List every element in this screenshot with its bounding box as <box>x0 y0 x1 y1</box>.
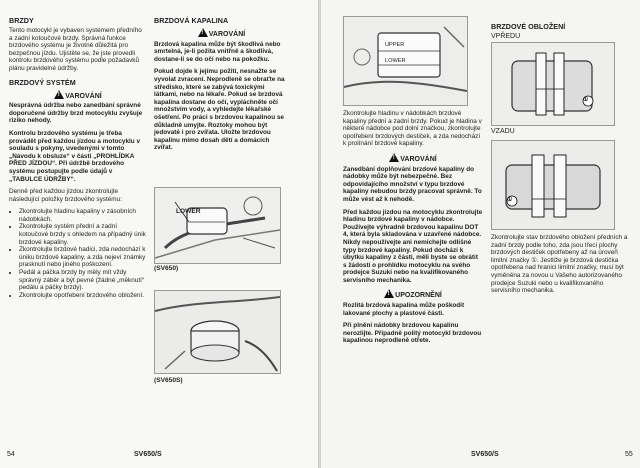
list-item: • Zkontrolujte brzdové hadici, zda nedochází k úniku brzdové kapaliny, a zda nejeví známky prasknutí nebo jiného poškození. <box>19 246 147 269</box>
right-column-1 <box>343 110 483 350</box>
left-page <box>0 0 318 468</box>
figure-caption-sv650s: (SV650S) <box>154 377 183 384</box>
section-title-brake-pads: BRZDOVÉ OBLOŽENÍ <box>491 22 566 31</box>
caution-text: Při plnění nádobky brzdovou kapalinu nerozlijte. Případně politý motocykl brzdovou kapalinou neprodleně otřete. <box>343 322 482 345</box>
warning-text: Před každou jízdou na motocyklu zkontrolujte hladinu brzdové kapaliny v nádobce. Používejte výhradně brzdovou kapalinu DOT 4, která byla skladována v uzavřené nádobce. Nikdy nepoužívejte ani nemíchejte odlišné typy brzdové kapaliny. Pokud dochází k úbytku kapaliny z části, měli byste se obrátit s žádostí o prohlídku motocyklu na svého prodejce Suzuki nebo na kvalifikovaného servisního mechanika. <box>343 208 483 284</box>
warning-text: Brzdová kapalina může být škodlivá nebo smrtelná, je-li požita vnitřně a škodlivá, dostane-li se do očí nebo na pokožku. <box>154 40 281 63</box>
caution-heading: !UPOZORNĚNÍ <box>343 289 483 300</box>
brake-pads-text-wrap <box>491 234 631 300</box>
rear-pads-illustration <box>492 141 614 229</box>
label-front: VPŘEDU <box>491 33 521 40</box>
figure-front-reservoir-sv650s <box>154 290 281 374</box>
front-reservoir-s-illustration <box>155 291 280 373</box>
warning-triangle-icon <box>389 153 399 162</box>
checklist-intro: Denně před každou jízdou zkontrolujte následující položky brzdového systému: <box>9 188 122 203</box>
caution-triangle-icon <box>384 289 394 298</box>
warning-triangle-icon <box>54 90 64 99</box>
page-number-right: 55 <box>625 451 633 458</box>
warning-text: Nesprávná údržba nebo zanedbání správné doporučené údržby brzd motocyklu zvyšuje riziko nehody. <box>9 102 143 125</box>
warning-heading: !VAROVÁNÍ <box>343 153 483 164</box>
label-rear-wrap <box>491 128 631 136</box>
list-item: • Zkontrolujte hladinu kapaliny v zásobních nádobkách. <box>19 208 147 223</box>
warning-heading: !VAROVÁNÍ <box>154 28 289 39</box>
figure-lower-label: LOWER <box>176 208 201 215</box>
brake-checklist <box>9 208 147 299</box>
figure-rear-brake-pads <box>491 140 615 230</box>
right-page <box>321 0 640 468</box>
figure-front-reservoir-sv650 <box>154 187 281 264</box>
warning-triangle-icon <box>198 28 208 37</box>
section-subtitle-brake-system: BRZDOVÝ SYSTÉM <box>9 77 76 87</box>
warning-text: Zanedbání doplňování brzdové kapaliny do nádobky může být nebezpečné. Bez odpovídajícího množství v typu brzdové kapaliny nebudou brzdy pracovat správně. To může vést až k nehodě. <box>343 165 482 203</box>
lower-level-label: LOWER <box>385 58 406 64</box>
section-title-brakes: BRZDY <box>9 16 34 25</box>
warning-text: Kontrolu brzdového systému je třeba provádět před každou jízdou a motocyklu v souladu s pokyny, uvedenými v tomto „Návodu k obsluze“ v části „PROHLÍDKA PŘED JÍZDOU“. Při údržbě brzdového systému postupujte podle údajů v „TABULCE ÚDRŽBY“. <box>9 129 141 183</box>
front-pads-illustration <box>492 43 614 125</box>
upper-level-label: UPPER <box>385 42 405 48</box>
figure-caption-sv650: (SV650) <box>154 265 179 272</box>
front-reservoir-illustration <box>155 188 280 263</box>
limit-mark-label-front: ① <box>583 97 589 103</box>
caution-text: Rozlitá brzdová kapalina může poškodit lakované plochy a plastové části. <box>343 302 465 317</box>
footer-model-left: SV650/S <box>134 451 162 458</box>
limit-mark-label-rear: ① <box>507 197 513 203</box>
figure-front-brake-pads <box>491 42 615 126</box>
left-column-2 <box>154 16 289 157</box>
label-rear: VZADU <box>491 128 515 135</box>
list-item: • Zkontrolujte opotřebení brzdového obložení. <box>19 292 147 300</box>
list-item: • Zkontrolujte systém přední a zadní kotoučové brzdy s ohledem na případný únik brzdové kapaliny. <box>19 223 147 246</box>
reservoir-check-text: Zkontrolujte hladinu v nádobkách brzdové kapaliny přední a zadní brzdy. Pokud je hladina v některé nádobce pod dolní značkou, zkontrolujte opotřebení brzdových destiček, a zda nedochází k prolínání brzdové kapaliny. <box>343 110 482 148</box>
warning-heading: !VAROVÁNÍ <box>9 90 147 101</box>
footer-model-right: SV650/S <box>471 451 499 458</box>
brake-pads-text: Zkontrolujte stav brzdového obložení předních a zadní brzdy podle toho, zda jsou třecí plochy brzdových destiček opotřebeny až na úroveň limitní značky ①. Jestliže je brzdová destička opotřebena nad hranici limitní značky, musí být vyměněna za novou u Vašeho autorizovaného prodejce Suzuki nebo u kvalifikovaného servisního mechanika. <box>491 234 628 295</box>
warning-text: Pokud dojde k jejímu požití, nesnažte se vyvolat zvracení. Neprodleně se obraťte na středisko, které se zabývá toxickými látkami, nebo na lékaře. Pokud se brzdová kapalina dostane do očí, vypláchněte očí množstvím vody, a vyhledejte lékařské ošetření. Po práci s brzdovou kapalinou se důkladně umyjte. Roztoky mohou být jedovaté i pro zvířata. Uložte brzdovou kapalinu mimo dosah dětí a domácích zvířat. <box>154 68 285 152</box>
left-column-1 <box>9 16 147 303</box>
section-title-brake-fluid: BRZDOVÁ KAPALINA <box>154 16 229 25</box>
right-column-2 <box>491 22 631 41</box>
page-number-left: 54 <box>7 451 15 458</box>
brakes-intro: Tento motocykl je vybaven systémem předního a zadní kotoučové brzdy. Správná funkce brzdového systému je životně důležitá pro bezpečnou jízdu. Ujistěte se, že jste provedli kontrolu brzdového systému podle požadavků plánu pravidelné údržby. <box>9 27 142 72</box>
list-item: • Pedál a páčka brzdy by měly mít vždy správný záběr a být pevné (žádné „měknutí“ pedálu a páčky brzdy). <box>19 269 147 292</box>
